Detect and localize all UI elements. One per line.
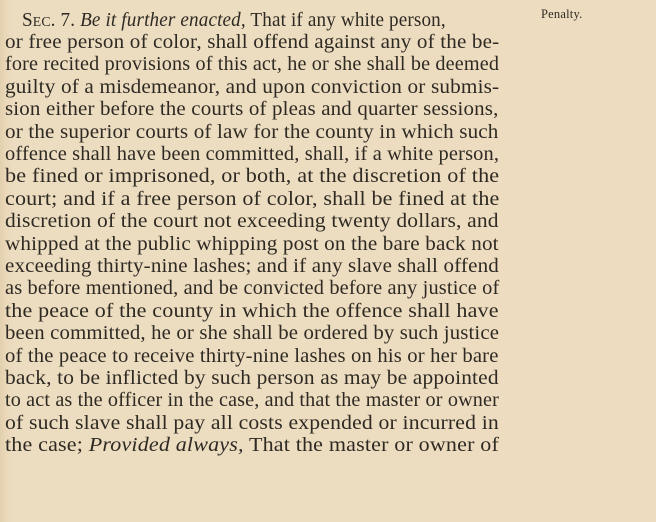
text-line-12: exceeding thirty-nine lashes; and if any slave shall offend — [5, 256, 499, 277]
line-text: That if any white person, — [245, 10, 446, 31]
enacting-clause: Be it further enacted, — [80, 10, 246, 31]
text-line-2: or free person of color, shall offend against any of the be- — [5, 32, 500, 53]
section-abbrev: Sec. — [22, 10, 56, 31]
line-text: the case; — [5, 435, 89, 456]
text-line-16: of the peace to receive thirty-nine lashes on his or her bare — [5, 346, 499, 367]
text-line-11: whipped at the public whipping post on the bare back not — [5, 234, 499, 255]
text-line-13: as before mentioned, and be convicted before any justice of — [5, 278, 500, 299]
section-number: 7. — [55, 10, 81, 31]
line-text: That the master or owner of — [243, 435, 499, 456]
text-line-20 — [5, 435, 499, 457]
text-line-4: guilty of a misdemeanor, and upon conviction or submis- — [5, 77, 500, 98]
text-line-15: been committed, he or she shall be ordered by such justice — [5, 323, 500, 344]
text-line-8: be fined or imprisoned, or both, at the discretion of the — [5, 166, 500, 187]
text-line-1 — [22, 10, 532, 32]
text-line-18: to act as the officer in the case, and that the master or owner — [5, 390, 499, 411]
text-line-7: offence shall have been committed, shall, if a white person, — [5, 144, 500, 165]
text-line-10: discretion of the court not exceeding twenty dollars, and — [5, 211, 499, 232]
text-line-5: sion either before the courts of pleas and quarter sessions, — [5, 99, 499, 120]
text-line-14: the peace of the county in which the offence shall have — [5, 301, 499, 322]
text-line-19: of such slave shall pay all costs expended or incurred in — [5, 413, 499, 434]
proviso-clause: Provided always, — [88, 435, 244, 456]
text-line-17: back, to be inflicted by such person as may be appointed — [5, 368, 499, 389]
margin-note-penalty: Penalty. — [541, 7, 583, 21]
text-line-9: court; and if a free person of color, shall be fined at the — [5, 189, 500, 210]
text-line-6: or the superior courts of law for the county in which such — [5, 122, 499, 143]
text-line-3: fore recited provisions of this act, he or she shall be deemed — [5, 54, 500, 75]
